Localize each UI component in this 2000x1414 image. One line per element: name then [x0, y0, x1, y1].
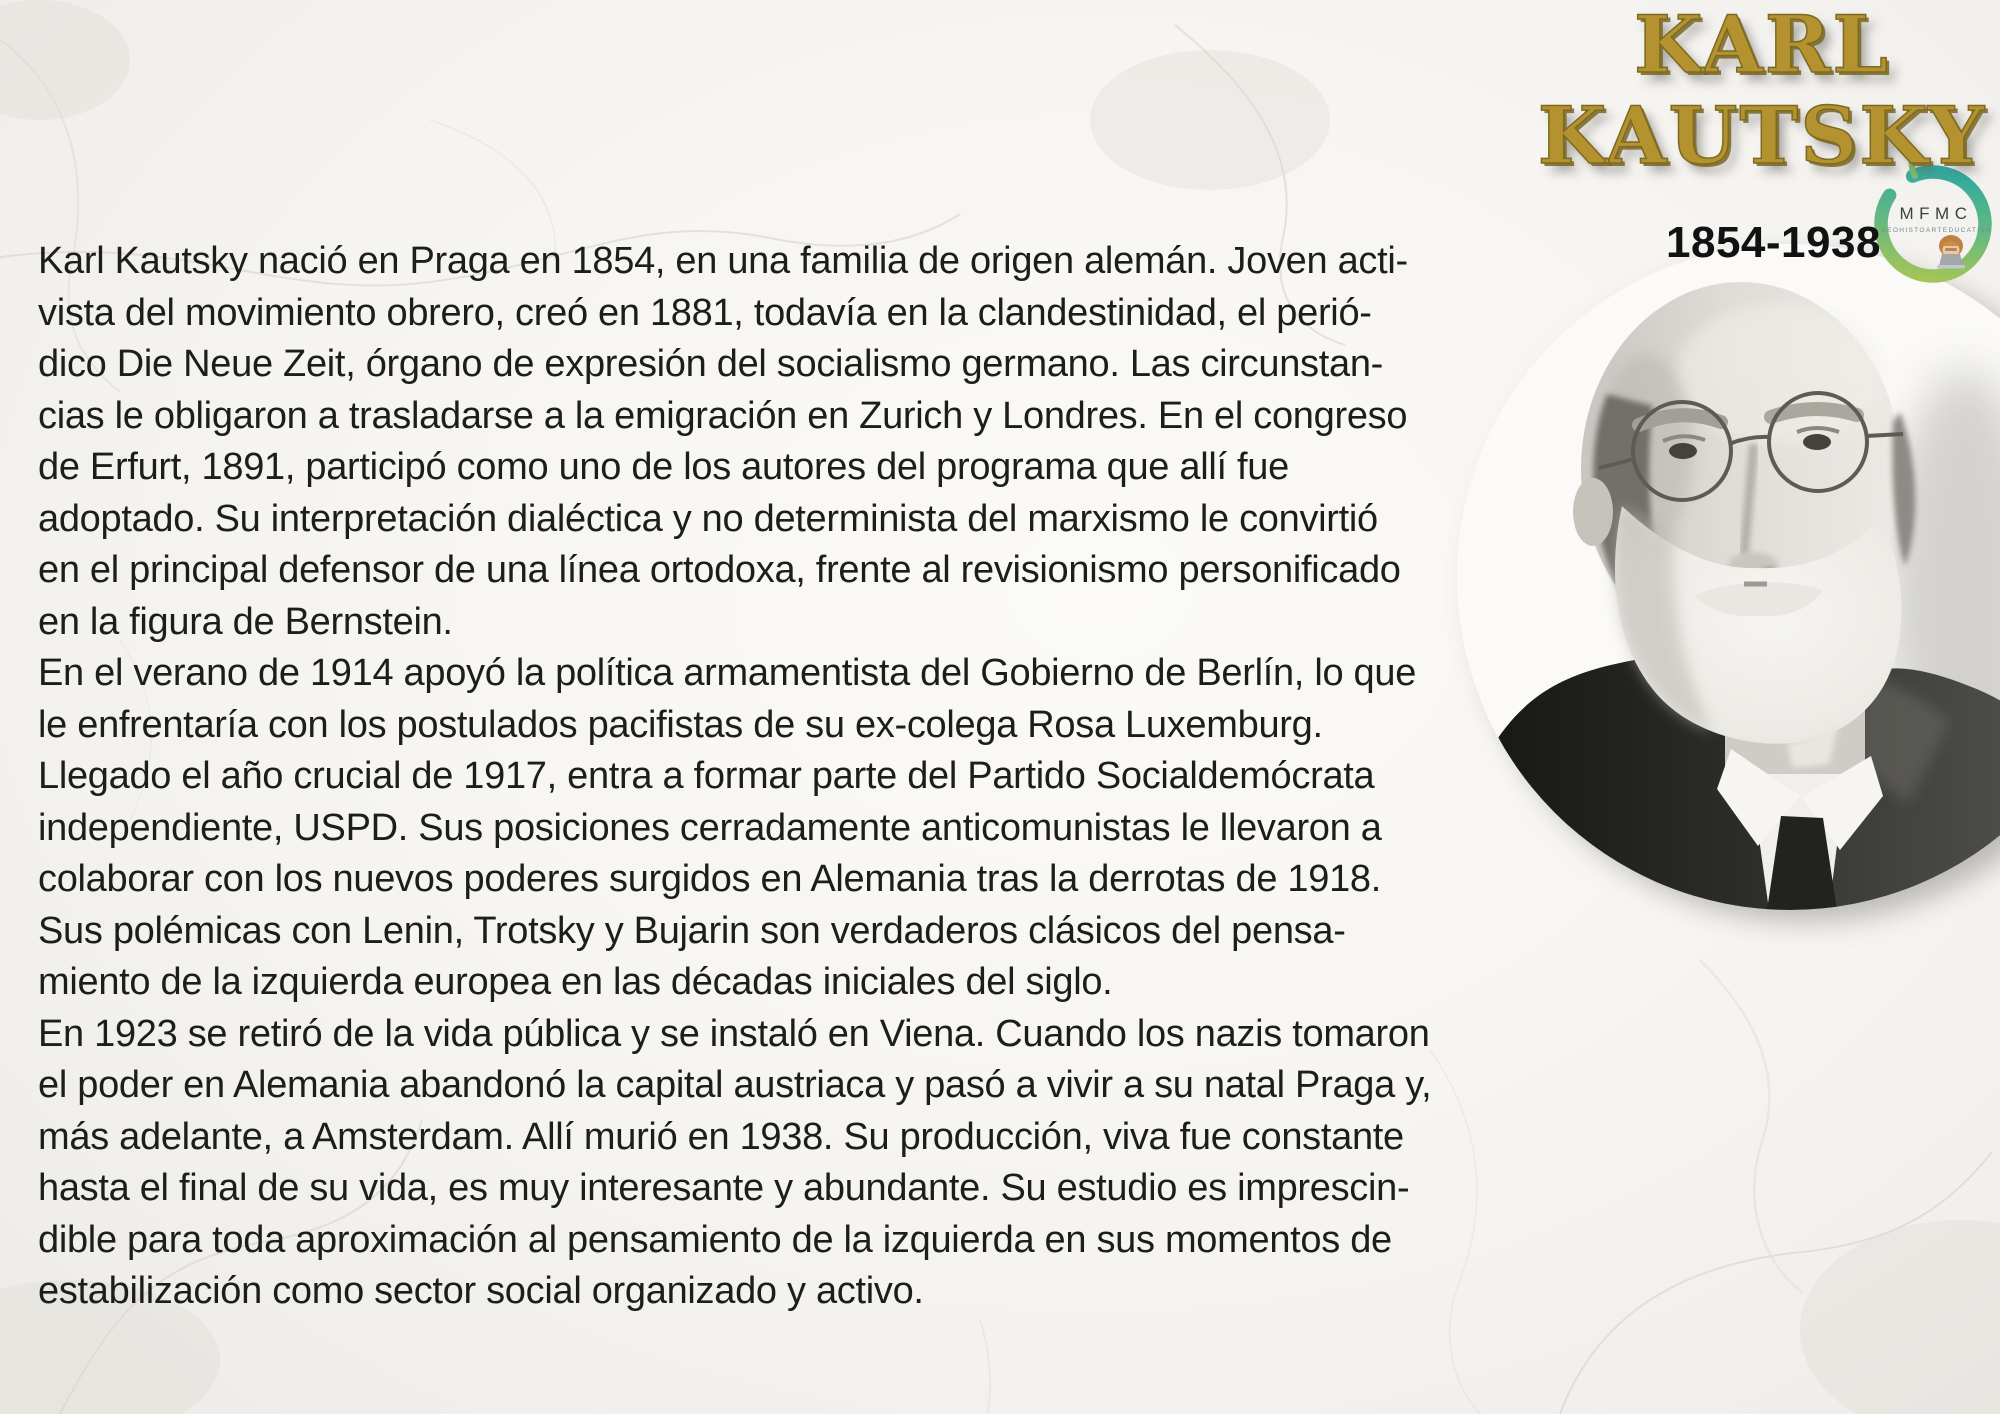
bio-line: el poder en Alemania abandonó la capital austriaca y pasó a vivir a su natal Praga y,: [38, 1064, 1432, 1106]
logo-tagline-text: GEOHISTOARTEDUCATIVA: [1880, 227, 1992, 234]
bio-line: de Erfurt, 1891, participó como uno de los autores del programa que allí fue: [38, 446, 1289, 488]
bio-line: Sus polémicas con Lenin, Trotsky y Bujarin son verdaderos clásicos del pensa-: [38, 909, 1346, 952]
bio-line: estabilización como sector social organizado y activo.: [38, 1270, 924, 1312]
bio-line: dible para toda aproximación al pensamiento de la izquierda en sus momentos de: [38, 1218, 1392, 1261]
bio-line: en la figura de Bernstein.: [38, 600, 453, 643]
bio-line: vista del movimiento obrero, creó en 1881, todavía en la clandestinidad, el perió-: [38, 291, 1372, 334]
bio-line: dico Die Neue Zeit, órgano de expresión del socialismo germano. Las circunstan-: [38, 343, 1384, 385]
bio-line: Karl Kautsky nació en Praga en 1854, en una familia de origen alemán. Joven acti-: [38, 240, 1408, 282]
bio-line: Llegado el año crucial de 1917, entra a formar parte del Partido Socialdemócrata: [38, 755, 1375, 797]
bio-line: más adelante, a Amsterdam. Allí murió en 1938. Su producción, viva fue constante: [38, 1115, 1404, 1158]
life-dates: 1854-1938: [1666, 218, 1881, 267]
ear-left: [1573, 478, 1613, 546]
bio-line: miento de la izquierda europea en las décadas iniciales del siglo.: [38, 961, 1113, 1003]
bio-line: le enfrentaría con los postulados pacifistas de su ex-colega Rosa Luxemburg.: [38, 703, 1323, 746]
eyebrow-right: [1771, 409, 1857, 417]
bio-line: adoptado. Su interpretación dialéctica y no determinista del marxismo le convirtió: [38, 497, 1378, 540]
eye-left: [1669, 443, 1697, 459]
bio-line: cias le obligaron a trasladarse a la emigración en Zurich y Londres. En el congreso: [38, 394, 1408, 437]
bio-line: hasta el final de su vida, es muy interesante y abundante. Su estudio es imprescin-: [38, 1167, 1410, 1209]
title-line-karl: KARL: [1634, 0, 1890, 91]
person-at-laptop-memoji-icon: [1937, 235, 1965, 268]
bio-line: En 1923 se retiró de la vida pública y se instaló en Viena. Cuando los nazis tomaron: [38, 1012, 1430, 1055]
bio-line: En el verano de 1914 apoyó la política armamentista del Gobierno de Berlín, lo que: [38, 652, 1417, 694]
logo-org-text: MFMC: [1899, 204, 1973, 223]
page-title: [1526, 0, 1998, 182]
bio-line: colaborar con los nuevos poderes surgidos en Alemania tras la derrotas de 1918.: [38, 858, 1382, 900]
eye-right: [1803, 434, 1831, 450]
bio-line: independiente, USPD. Sus posiciones cerradamente anticomunistas le llevaron a: [38, 806, 1382, 849]
title-line-kautsky: KAUTSKY: [1537, 89, 1987, 182]
biography-text: [38, 236, 1431, 1318]
mfmc-logo: [1866, 162, 2000, 314]
bio-line: en el principal defensor de una línea ortodoxa, frente al revisionismo personificado: [38, 549, 1401, 591]
